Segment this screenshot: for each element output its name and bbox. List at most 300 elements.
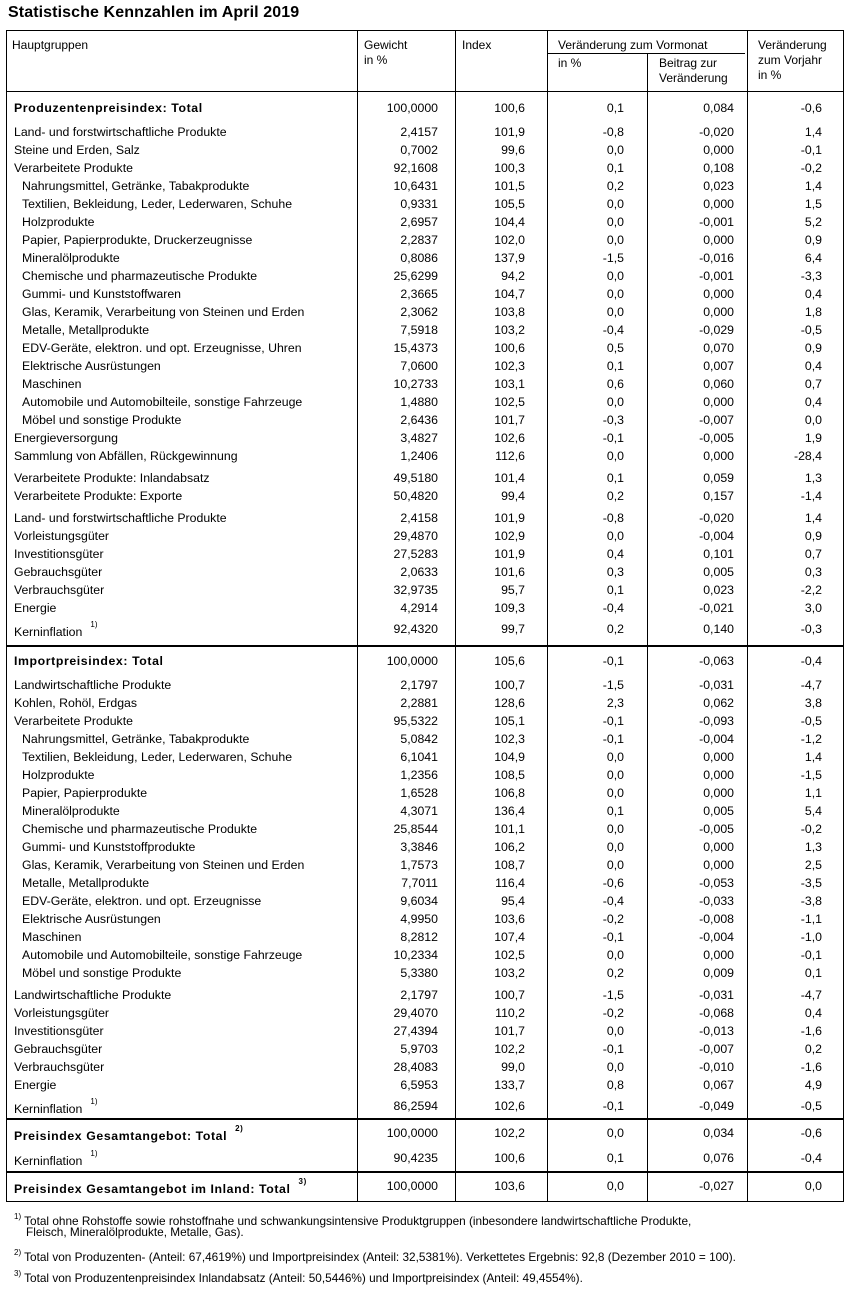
table-row xyxy=(7,986,843,1004)
header-change-year-3: in % xyxy=(758,68,782,82)
footnote-ref: 1) xyxy=(90,1149,98,1158)
change-year-cell: 1,3 xyxy=(804,471,822,485)
row-label-text: EDV-Geräte, elektron. und opt. Erzeugnisse xyxy=(22,894,262,908)
change-year-cell: -1,4 xyxy=(800,489,822,503)
change-year-cell: -0,4 xyxy=(800,654,822,668)
row-label-text: Textilien, Bekleidung, Leder, Lederwaren, Schuhe xyxy=(22,197,293,211)
row-label-text: Steine und Erden, Salz xyxy=(14,143,140,157)
index-cell: 103,1 xyxy=(494,377,525,391)
table-row xyxy=(7,946,843,964)
weight-cell: 2,3062 xyxy=(400,305,438,319)
change-year-cell: 0,1 xyxy=(804,966,822,980)
row-label-text: Verarbeitete Produkte: Inlandabsatz xyxy=(14,471,210,485)
change-month-cell: -0,8 xyxy=(602,125,624,139)
change-month-cell: -0,1 xyxy=(602,1042,624,1056)
change-month-cell: 0,0 xyxy=(606,1126,624,1140)
row-label xyxy=(22,838,195,856)
change-year-cell: 1,4 xyxy=(804,179,822,193)
contribution-cell: 0,000 xyxy=(703,233,734,247)
index-cell: 99,0 xyxy=(501,1060,525,1074)
index-cell: 106,2 xyxy=(494,840,525,854)
table-row xyxy=(7,213,843,231)
row-label-text: Elektrische Ausrüstungen xyxy=(22,359,161,373)
row-label-text: Maschinen xyxy=(22,377,82,391)
row-label xyxy=(22,766,94,784)
contribution-cell: 0,009 xyxy=(703,966,734,980)
change-month-cell: 0,1 xyxy=(606,471,624,485)
index-cell: 106,8 xyxy=(494,786,525,800)
change-year-cell: -0,5 xyxy=(800,1099,822,1113)
change-year-cell: -3,8 xyxy=(800,894,822,908)
change-month-cell: 0,0 xyxy=(606,1024,624,1038)
change-month-cell: 0,0 xyxy=(606,750,624,764)
row-label xyxy=(22,730,249,748)
contribution-cell: 0,000 xyxy=(703,287,734,301)
index-cell: 108,5 xyxy=(494,768,525,782)
weight-cell: 8,2812 xyxy=(400,930,438,944)
weight-cell: 2,0633 xyxy=(400,565,438,579)
row-label-text: Preisindex Gesamtangebot: Total xyxy=(14,1129,228,1144)
weight-cell: 0,9331 xyxy=(400,197,438,211)
change-month-cell: -1,5 xyxy=(602,251,624,265)
change-year-cell: 0,9 xyxy=(804,233,822,247)
row-label xyxy=(14,123,227,141)
contribution-cell: 0,060 xyxy=(703,377,734,391)
change-year-cell: -1,2 xyxy=(800,732,822,746)
row-label xyxy=(14,581,104,599)
table-row xyxy=(7,620,843,638)
contribution-cell: 0,000 xyxy=(703,305,734,319)
row-label xyxy=(14,712,133,730)
contribution-cell: -0,010 xyxy=(699,1060,734,1074)
row-label-text: Papier, Papierprodukte xyxy=(22,786,148,800)
row-label xyxy=(22,892,261,910)
contribution-cell: -0,004 xyxy=(699,930,734,944)
footnote-mark: 1) xyxy=(14,1212,22,1221)
row-label-text: Metalle, Metallprodukte xyxy=(22,323,150,337)
contribution-cell: 0,157 xyxy=(703,489,734,503)
change-month-cell: -1,5 xyxy=(602,988,624,1002)
weight-cell: 3,4827 xyxy=(400,431,438,445)
contribution-cell: 0,000 xyxy=(703,750,734,764)
index-cell: 103,2 xyxy=(494,323,525,337)
footnote-ref: 3) xyxy=(298,1177,307,1186)
weight-cell: 28,4083 xyxy=(393,1060,438,1074)
footnote-text: Total von Produzenten- (Anteil: 67,4619%) und Importpreisindex (Anteil: 32,5381%). Verkettetes Ergebnis: 92,8 (Dezember 2010 = 100). xyxy=(24,1249,736,1264)
header-change-month: Veränderung zum Vormonat xyxy=(558,38,708,52)
table-row xyxy=(7,249,843,267)
row-label xyxy=(14,469,210,487)
index-cell: 102,9 xyxy=(494,529,525,543)
change-year-cell: -0,5 xyxy=(800,714,822,728)
row-label xyxy=(14,1177,307,1198)
change-month-cell: 0,0 xyxy=(606,287,624,301)
change-month-cell: 0,1 xyxy=(606,101,624,115)
index-cell: 137,9 xyxy=(494,251,525,265)
table-row xyxy=(7,838,843,856)
contribution-cell: 0,000 xyxy=(703,197,734,211)
row-label xyxy=(14,99,203,117)
change-year-cell: -1,0 xyxy=(800,930,822,944)
weight-cell: 5,3380 xyxy=(400,966,438,980)
row-label-text: Gebrauchsgüter xyxy=(14,565,103,579)
row-label xyxy=(14,1076,56,1094)
row-label-text: Papier, Papierprodukte, Druckerzeugnisse xyxy=(22,233,253,247)
contribution-cell: -0,005 xyxy=(699,431,734,445)
change-month-cell: 0,0 xyxy=(606,768,624,782)
row-label xyxy=(22,393,302,411)
contribution-cell: 0,140 xyxy=(703,622,734,636)
row-label-text: Möbel und sonstige Produkte xyxy=(22,966,182,980)
table-row xyxy=(7,393,843,411)
contribution-cell: -0,007 xyxy=(699,413,734,427)
table-row xyxy=(7,411,843,429)
table-row xyxy=(7,159,843,177)
change-year-cell: 0,4 xyxy=(804,1006,822,1020)
weight-cell: 2,1797 xyxy=(400,988,438,1002)
index-cell: 101,4 xyxy=(494,471,525,485)
change-month-cell: 0,0 xyxy=(606,269,624,283)
row-label-text: Kohlen, Rohöl, Erdgas xyxy=(14,696,138,710)
contribution-cell: -0,033 xyxy=(699,894,734,908)
index-cell: 105,5 xyxy=(494,197,525,211)
change-year-cell: -3,5 xyxy=(800,876,822,890)
contribution-cell: -0,031 xyxy=(699,988,734,1002)
table-row xyxy=(7,652,843,670)
index-cell: 94,2 xyxy=(501,269,525,283)
change-month-cell: 0,0 xyxy=(606,948,624,962)
index-cell: 136,4 xyxy=(494,804,525,818)
change-year-cell: -0,5 xyxy=(800,323,822,337)
table-row xyxy=(7,357,843,375)
weight-cell: 2,2837 xyxy=(400,233,438,247)
change-month-cell: 0,0 xyxy=(606,1179,624,1193)
change-month-cell: -0,1 xyxy=(602,930,624,944)
change-month-cell: 0,0 xyxy=(606,786,624,800)
table-row xyxy=(7,231,843,249)
footnote-text: Total ohne Rohstoffe sowie rohstoffnahe und schwankungsintensive Produktgruppen (inbesondere landwirtschaftliche Produkte, xyxy=(24,1213,692,1228)
index-cell: 101,9 xyxy=(494,511,525,525)
weight-cell: 29,4870 xyxy=(393,529,438,543)
index-cell: 110,2 xyxy=(495,1006,525,1020)
row-label-text: Investitionsgüter xyxy=(14,1024,104,1038)
row-label-text: Mineralölprodukte xyxy=(22,251,120,265)
weight-cell: 90,4235 xyxy=(393,1151,438,1165)
row-label-text: Maschinen xyxy=(22,930,82,944)
table-row xyxy=(7,730,843,748)
table-row xyxy=(7,1124,843,1142)
weight-cell: 27,4394 xyxy=(393,1024,438,1038)
row-label-text: Holzprodukte xyxy=(22,215,95,229)
change-year-cell: 1,1 xyxy=(804,786,822,800)
row-label xyxy=(22,231,252,249)
contribution-cell: -0,020 xyxy=(699,125,734,139)
row-label xyxy=(22,213,94,231)
change-month-cell: 0,1 xyxy=(606,359,624,373)
weight-cell: 6,1041 xyxy=(400,750,438,764)
table-row xyxy=(7,599,843,617)
table-row xyxy=(7,1058,843,1076)
row-label-text: Verbrauchsgüter xyxy=(14,583,105,597)
footnote-mark: 3) xyxy=(14,1269,22,1278)
change-month-cell: 0,0 xyxy=(606,449,624,463)
row-label-text: Gummi- und Kunststoffprodukte xyxy=(22,840,196,854)
contribution-cell: -0,063 xyxy=(699,654,734,668)
change-month-cell: 2,3 xyxy=(606,696,624,710)
row-label-text: Gebrauchsgüter xyxy=(14,1042,103,1056)
row-label-text: Kerninflation xyxy=(14,1154,83,1169)
index-cell: 99,7 xyxy=(501,622,525,636)
index-cell: 103,6 xyxy=(494,1179,525,1193)
change-year-cell: 1,8 xyxy=(804,305,822,319)
row-label xyxy=(22,195,292,213)
header-subdivider xyxy=(547,53,745,54)
row-label xyxy=(14,509,227,527)
contribution-cell: -0,031 xyxy=(699,678,734,692)
row-label xyxy=(14,447,238,465)
index-cell: 101,6 xyxy=(494,565,525,579)
change-year-cell: 3,8 xyxy=(804,696,822,710)
change-month-cell: 0,6 xyxy=(606,377,624,391)
contribution-cell: 0,005 xyxy=(703,565,734,579)
row-label xyxy=(14,527,109,545)
change-month-cell: 0,0 xyxy=(606,143,624,157)
table-row xyxy=(7,766,843,784)
weight-cell: 4,3071 xyxy=(400,804,438,818)
contribution-cell: 0,000 xyxy=(703,768,734,782)
footnote-ref: 1) xyxy=(90,620,98,629)
row-label-text: Importpreisindex: Total xyxy=(14,654,164,668)
weight-cell: 7,0600 xyxy=(400,359,438,373)
change-month-cell: 0,0 xyxy=(606,840,624,854)
index-cell: 116,4 xyxy=(495,876,525,890)
change-month-cell: -0,1 xyxy=(602,431,624,445)
row-label-text: Preisindex Gesamtangebot im Inland: Total xyxy=(14,1182,291,1197)
change-month-cell: 0,0 xyxy=(606,822,624,836)
table-row xyxy=(7,1149,843,1167)
weight-cell: 9,6034 xyxy=(400,894,438,908)
weight-cell: 25,8544 xyxy=(393,822,438,836)
header-change-year-1: Veränderung xyxy=(758,38,827,52)
weight-cell: 5,9703 xyxy=(400,1042,438,1056)
table-row xyxy=(7,285,843,303)
contribution-cell: -0,029 xyxy=(699,323,734,337)
weight-cell: 1,2406 xyxy=(400,449,438,463)
footnote-ref: 1) xyxy=(90,1097,98,1106)
contribution-cell: 0,070 xyxy=(703,341,734,355)
contribution-cell: -0,049 xyxy=(699,1099,734,1113)
change-year-cell: -28,4 xyxy=(793,449,822,463)
row-label xyxy=(14,694,137,712)
contribution-cell: -0,004 xyxy=(699,529,734,543)
row-label xyxy=(22,285,181,303)
change-year-cell: 2,5 xyxy=(804,858,822,872)
change-year-cell: 0,3 xyxy=(804,565,822,579)
weight-cell: 6,5953 xyxy=(400,1078,438,1092)
index-cell: 105,1 xyxy=(494,714,525,728)
table-row xyxy=(7,195,843,213)
weight-cell: 1,6528 xyxy=(400,786,438,800)
contribution-cell: -0,021 xyxy=(699,601,734,615)
table-row xyxy=(7,303,843,321)
row-label-text: Kerninflation xyxy=(14,625,83,640)
index-cell: 102,2 xyxy=(494,1042,525,1056)
contribution-cell: -0,016 xyxy=(699,251,734,265)
row-label-text: Mineralölprodukte xyxy=(22,804,120,818)
row-label xyxy=(14,1040,102,1058)
index-cell: 102,5 xyxy=(494,948,525,962)
row-label-text: Energie xyxy=(14,1078,57,1092)
row-label xyxy=(14,676,171,694)
weight-cell: 25,6299 xyxy=(393,269,438,283)
index-cell: 104,4 xyxy=(494,215,525,229)
contribution-cell: 0,000 xyxy=(703,786,734,800)
weight-cell: 1,7573 xyxy=(400,858,438,872)
change-month-cell: 0,2 xyxy=(606,179,624,193)
table-row xyxy=(7,784,843,802)
section-divider xyxy=(7,1171,843,1173)
weight-cell: 2,6957 xyxy=(400,215,438,229)
change-month-cell: -0,1 xyxy=(602,714,624,728)
change-year-cell: -0,6 xyxy=(800,1126,822,1140)
header-contrib-1: Beitrag zur xyxy=(659,56,718,70)
row-label-text: Metalle, Metallprodukte xyxy=(22,876,150,890)
table-row xyxy=(7,509,843,527)
row-label-text: Sammlung von Abfällen, Rückgewinnung xyxy=(14,449,238,463)
index-cell: 101,7 xyxy=(494,1024,525,1038)
row-label-text: Investitionsgüter xyxy=(14,547,104,561)
weight-cell: 27,5283 xyxy=(393,547,438,561)
change-month-cell: 0,0 xyxy=(606,305,624,319)
index-cell: 103,6 xyxy=(494,912,525,926)
contribution-cell: 0,000 xyxy=(703,449,734,463)
change-month-cell: 0,2 xyxy=(606,489,624,503)
change-month-cell: 0,0 xyxy=(606,197,624,211)
index-cell: 95,4 xyxy=(501,894,525,908)
statistics-table xyxy=(6,30,844,1202)
header-index: Index xyxy=(462,38,492,52)
footnote xyxy=(14,1267,583,1286)
change-year-cell: 0,2 xyxy=(804,1042,822,1056)
change-year-cell: 1,3 xyxy=(804,840,822,854)
table-row xyxy=(7,447,843,465)
contribution-cell: -0,004 xyxy=(699,732,734,746)
index-cell: 99,6 xyxy=(501,143,525,157)
change-month-cell: 0,0 xyxy=(606,858,624,872)
row-label xyxy=(22,321,149,339)
row-label xyxy=(14,545,104,563)
row-label-text: Verarbeitete Produkte xyxy=(14,161,133,175)
contribution-cell: -0,013 xyxy=(699,1024,734,1038)
contribution-cell: 0,059 xyxy=(703,471,734,485)
table-row xyxy=(7,375,843,393)
row-label-text: Chemische und pharmazeutische Produkte xyxy=(22,822,258,836)
change-month-cell: -0,1 xyxy=(602,1099,624,1113)
row-label-text: Land- und forstwirtschaftliche Produkte xyxy=(14,511,227,525)
change-year-cell: 1,9 xyxy=(804,431,822,445)
table-row xyxy=(7,527,843,545)
index-cell: 100,7 xyxy=(494,988,525,1002)
change-month-cell: -0,8 xyxy=(602,511,624,525)
change-year-cell: 3,0 xyxy=(804,601,822,615)
table-row xyxy=(7,1040,843,1058)
change-month-cell: -0,4 xyxy=(602,894,624,908)
index-cell: 101,1 xyxy=(494,822,525,836)
row-label-text: Verarbeitete Produkte: Exporte xyxy=(14,489,183,503)
row-label xyxy=(22,267,257,285)
index-cell: 108,7 xyxy=(494,858,525,872)
table-row xyxy=(7,1022,843,1040)
change-month-cell: 0,0 xyxy=(606,233,624,247)
row-label xyxy=(14,652,164,670)
change-month-cell: 0,2 xyxy=(606,622,624,636)
contribution-cell: 0,084 xyxy=(703,101,734,115)
weight-cell: 2,4158 xyxy=(400,511,438,525)
weight-cell: 7,7011 xyxy=(401,876,438,890)
row-label xyxy=(14,563,102,581)
change-month-cell: -0,3 xyxy=(602,413,624,427)
index-cell: 133,7 xyxy=(494,1078,525,1092)
change-month-cell: 0,1 xyxy=(606,161,624,175)
index-cell: 104,9 xyxy=(494,750,525,764)
change-year-cell: -1,5 xyxy=(800,768,822,782)
footnote xyxy=(26,1225,244,1240)
change-year-cell: -1,1 xyxy=(800,912,822,926)
section-divider xyxy=(7,1118,843,1120)
weight-cell: 7,5918 xyxy=(400,323,438,337)
table-row xyxy=(7,123,843,141)
table-row xyxy=(7,99,843,117)
table-row xyxy=(7,910,843,928)
row-label xyxy=(14,1004,109,1022)
row-label-text: Automobile und Automobilteile, sonstige Fahrzeuge xyxy=(22,948,303,962)
row-label xyxy=(22,375,81,393)
table-row xyxy=(7,1177,843,1195)
table-row xyxy=(7,581,843,599)
weight-cell: 86,2594 xyxy=(393,1099,438,1113)
row-label-text: Verarbeitete Produkte xyxy=(14,714,133,728)
index-cell: 100,7 xyxy=(494,678,525,692)
table-row xyxy=(7,802,843,820)
change-year-cell: 0,4 xyxy=(804,395,822,409)
index-cell: 101,9 xyxy=(494,547,525,561)
row-label xyxy=(22,748,292,766)
index-cell: 103,8 xyxy=(494,305,525,319)
change-year-cell: 0,4 xyxy=(804,287,822,301)
row-label xyxy=(14,986,171,1004)
change-year-cell: -0,6 xyxy=(800,101,822,115)
row-label xyxy=(22,411,181,429)
change-year-cell: -3,3 xyxy=(800,269,822,283)
contribution-cell: 0,000 xyxy=(703,840,734,854)
change-month-cell: 0,0 xyxy=(606,395,624,409)
row-label xyxy=(22,357,161,375)
weight-cell: 0,7002 xyxy=(400,143,438,157)
index-cell: 128,6 xyxy=(494,696,525,710)
row-label-text: Land- und forstwirtschaftliche Produkte xyxy=(14,125,227,139)
index-cell: 101,9 xyxy=(494,125,525,139)
weight-cell: 2,3665 xyxy=(400,287,438,301)
row-label xyxy=(14,159,133,177)
index-cell: 100,6 xyxy=(494,1151,525,1165)
change-year-cell: 5,2 xyxy=(804,215,822,229)
change-month-cell: 0,0 xyxy=(606,1060,624,1074)
contribution-cell: 0,062 xyxy=(703,696,734,710)
row-label-text: Verbrauchsgüter xyxy=(14,1060,105,1074)
weight-cell: 2,6436 xyxy=(400,413,438,427)
row-label-text: Glas, Keramik, Verarbeitung von Steinen und Erden xyxy=(22,305,305,319)
header-change-year-2: zum Vorjahr xyxy=(758,53,823,67)
